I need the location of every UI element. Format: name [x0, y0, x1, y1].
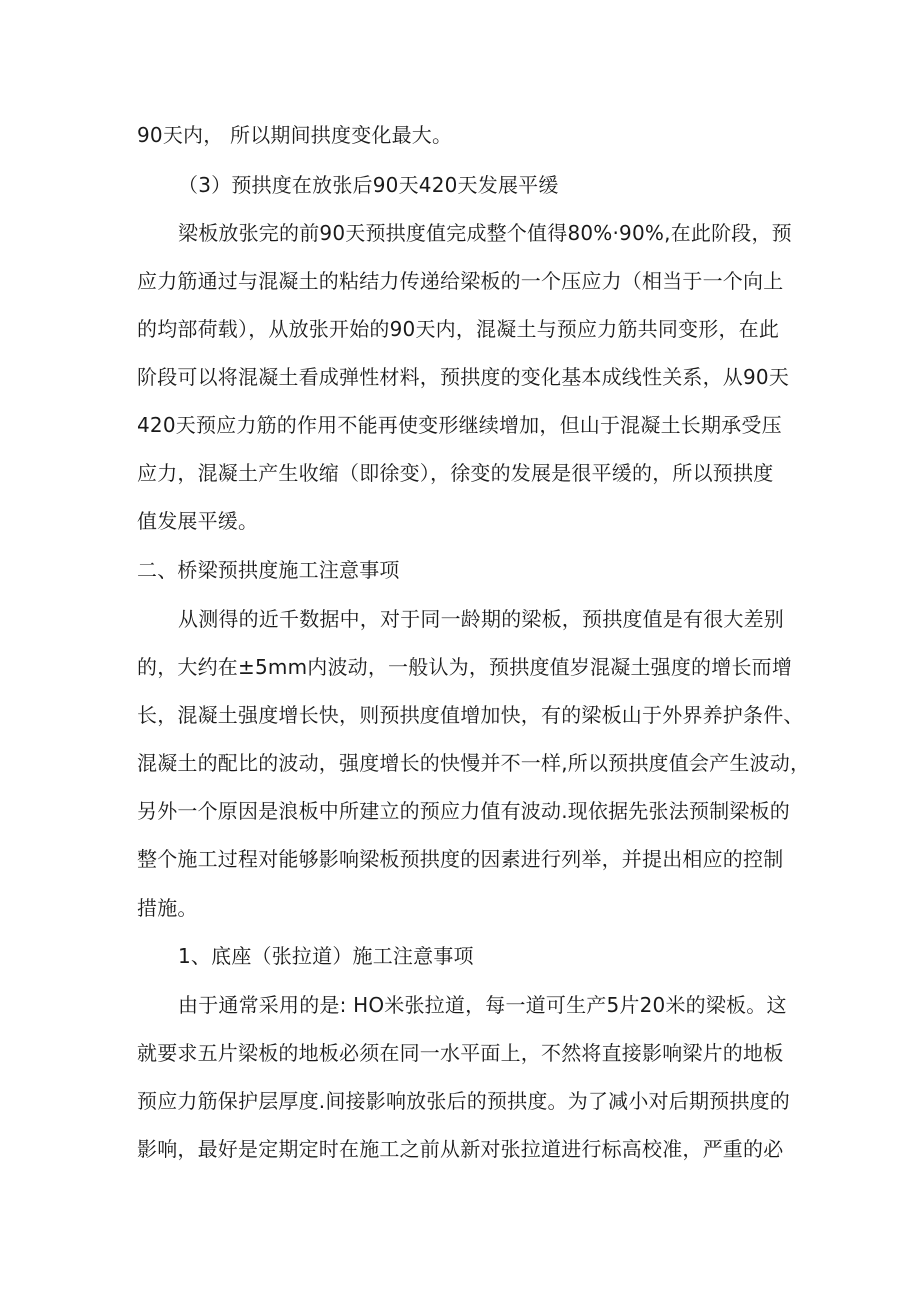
paragraph-line: 的均部荷载），从放张开始的90天内，混凝土与预应力筋共同变形，在此 — [137, 317, 780, 341]
paragraph-line: 另外一个原因是浪板中所建立的预应力值有波动.现依据先张法预制梁板的 — [137, 799, 790, 823]
paragraph-line: 应力，混凝土产生收缩（即徐变），徐变的发展是很平缓的，所以预拱度 — [137, 461, 774, 485]
paragraph-line: 梁板放张完的前90天预拱度值完成整个值得80%·90%,在此阶段，预 — [178, 221, 792, 245]
paragraph-line: 就要求五片梁板的地板必须在同一水平面上，不然将直接影响梁片的地板 — [137, 1041, 784, 1065]
paragraph-line: 混凝土的配比的波动，强度增长的快慢并不一样,所以预拱度值会产生波动， — [137, 751, 811, 775]
subsection-heading: 1、底座（张拉道）施工注意事项 — [178, 944, 474, 968]
paragraph-line: 90天内， 所以期间拱度变化最大。 — [137, 123, 453, 147]
section-heading: 二、桥梁预拱度施工注意事项 — [137, 558, 400, 582]
paragraph-line: 的，大约在±5mm内波动，一般认为，预拱度值岁混凝土强度的增长而增 — [137, 655, 793, 679]
paragraph-line: 预应力筋保护层厚度.间接影响放张后的预拱度。为了减小对后期预拱度的 — [137, 1089, 790, 1113]
paragraph-line: 420天预应力筋的作用不能再使变形继续增加，但山于混凝土长期承受压 — [137, 413, 782, 437]
paragraph-line: 由于通常采用的是: HO米张拉道，每一道可生产5片20米的梁板。这 — [178, 993, 787, 1017]
paragraph-line: 应力筋通过与混凝土的粘结力传递给梁板的一个压应力（相当于一个向上 — [137, 269, 784, 293]
paragraph-line: 从测得的近千数据中，对于同一龄期的梁板，预拱度值是有很大差别 — [178, 607, 784, 631]
section-subheading: （3）预拱度在放张后90天420天发展平缓 — [178, 173, 559, 197]
paragraph-line: 整个施工过程对能够影响梁板预拱度的因素进行列举，并提出相应的控制 — [137, 847, 784, 871]
paragraph-line: 长，混凝土强度增长快，则预拱度值增加快，有的梁板山于外界养护条件、 — [137, 703, 804, 727]
paragraph-line: 值发展平缓。 — [137, 509, 259, 533]
paragraph-line: 阶段可以将混凝土看成弹性材料，预拱度的变化基本成线性关系，从90天 — [137, 365, 790, 389]
paragraph-line: 影响，最好是定期定时在施工之前从新对张拉道进行标高校准，严重的必 — [137, 1137, 784, 1161]
paragraph-line: 措施。 — [137, 896, 198, 920]
